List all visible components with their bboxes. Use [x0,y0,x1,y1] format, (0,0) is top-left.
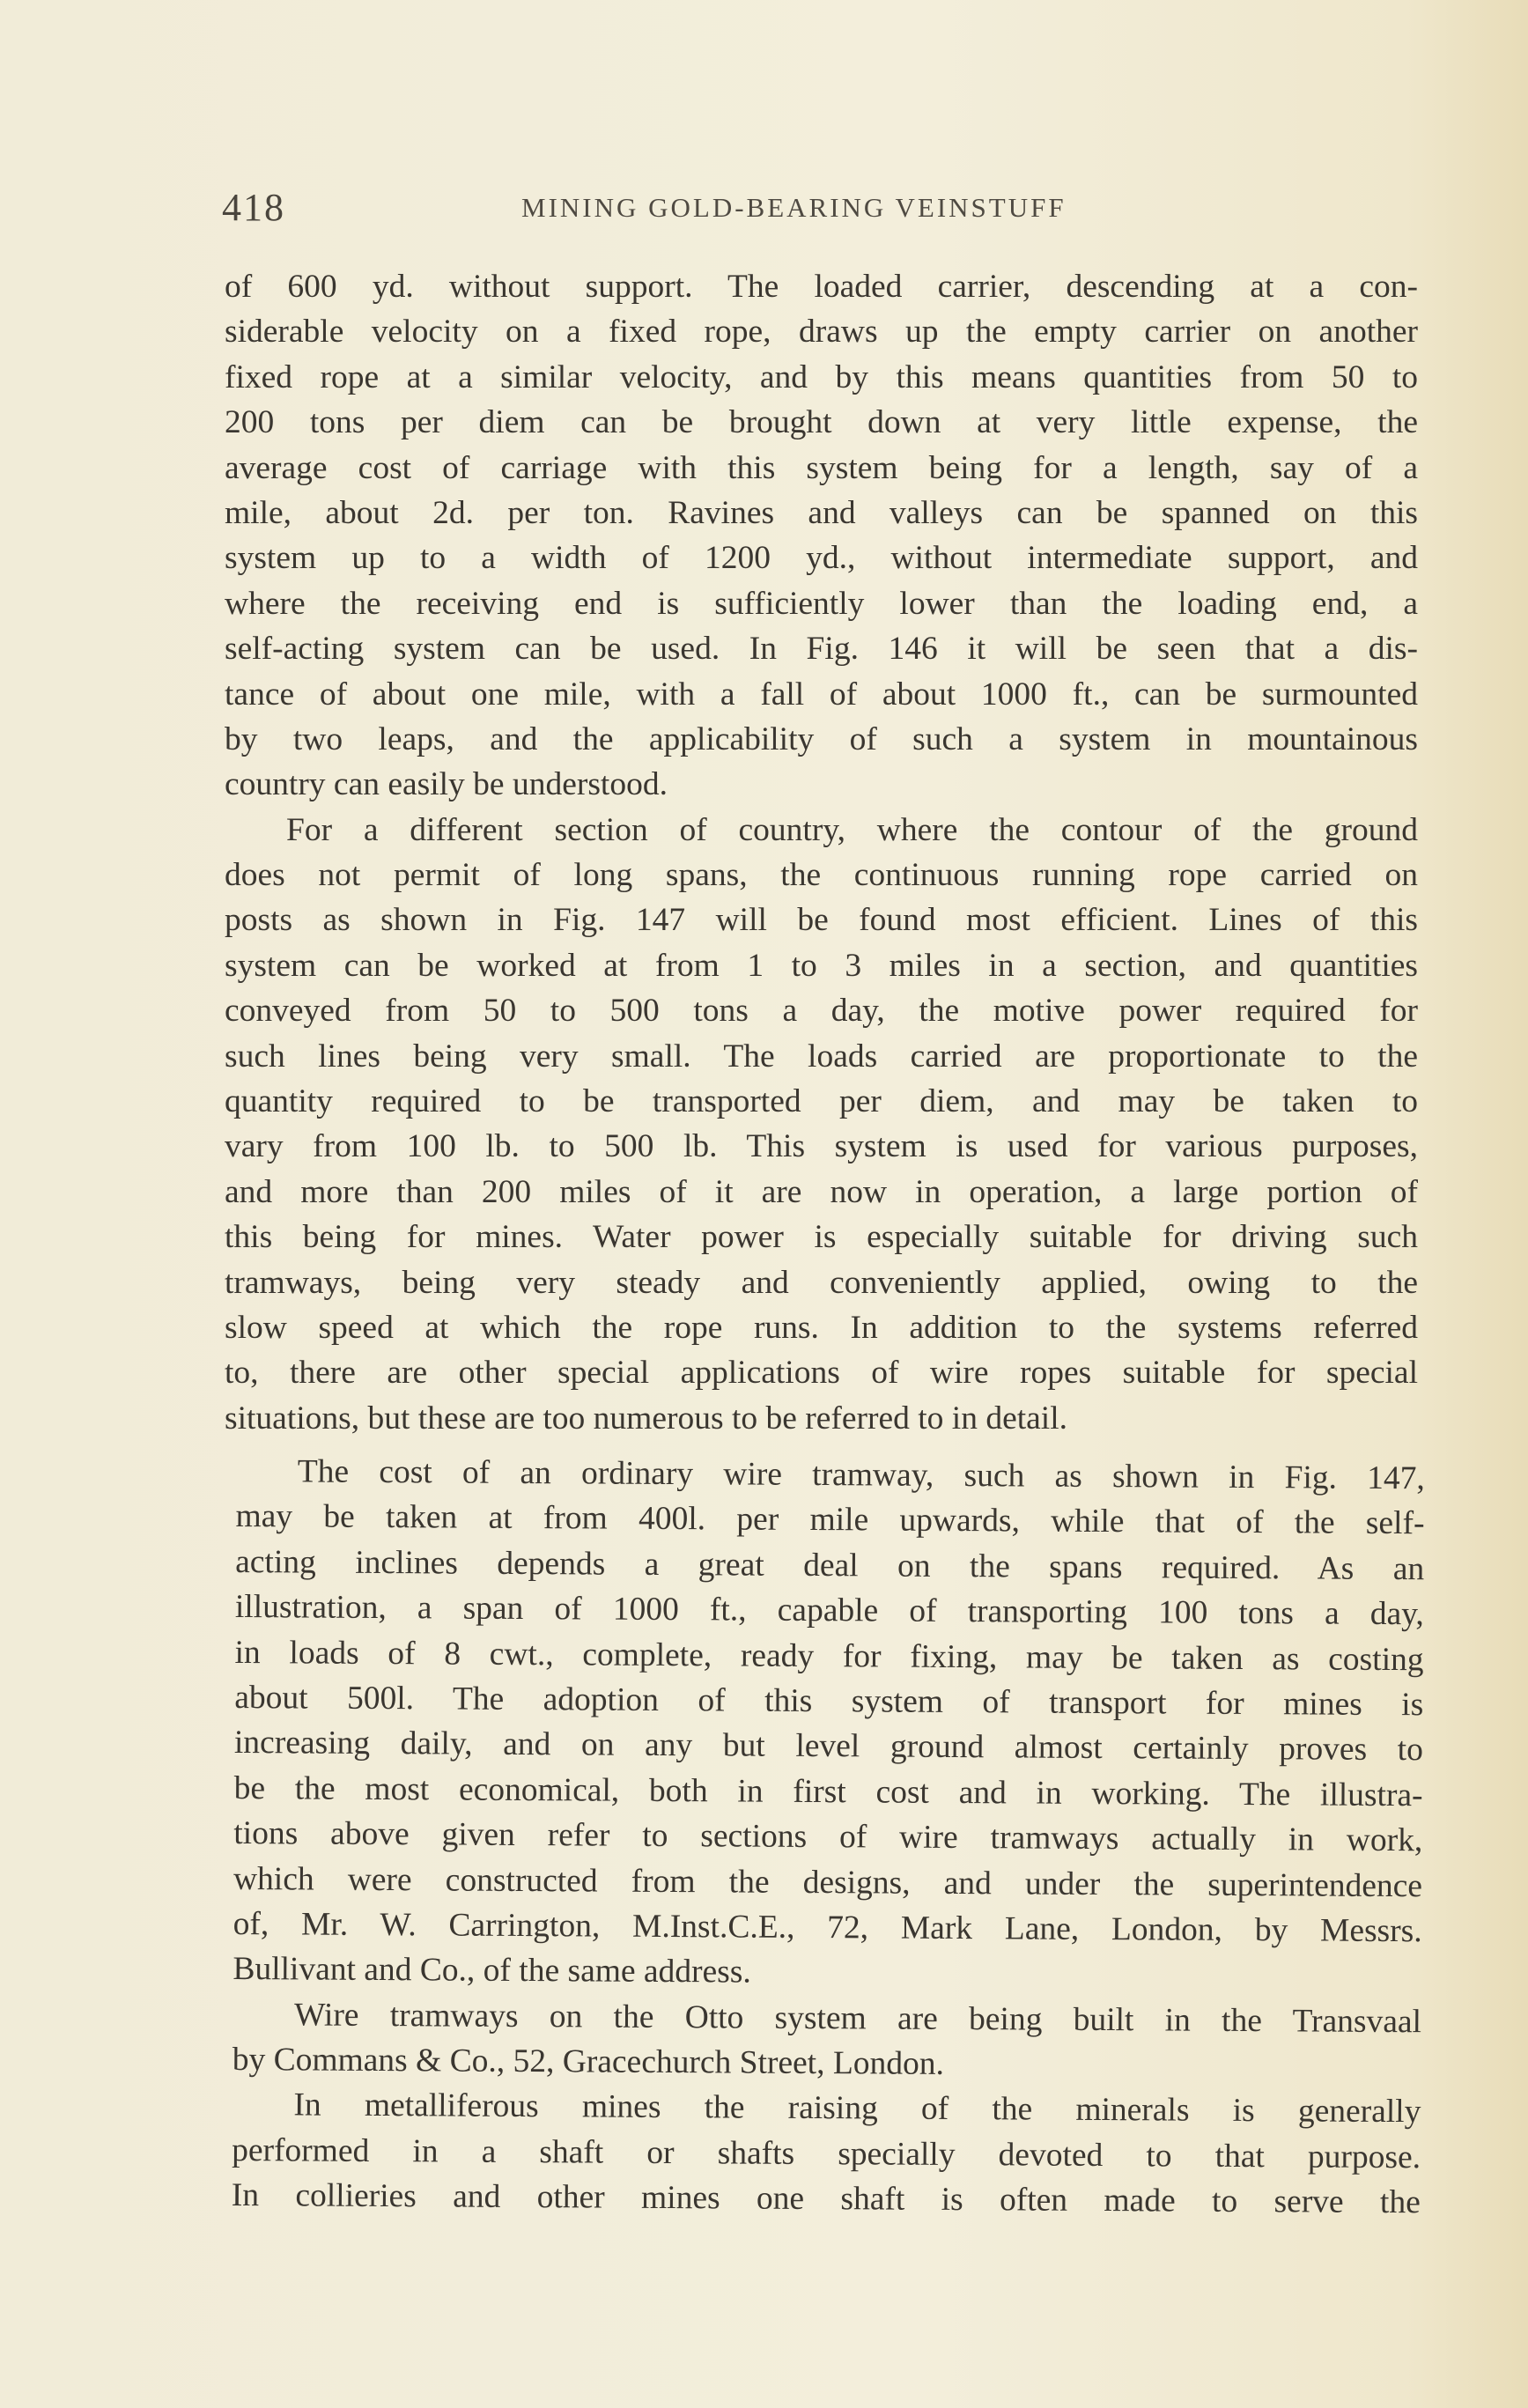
text-line: Bullivant and Co., of the same address. [233,1951,751,1991]
running-head [222,185,1420,238]
text-line: increasing daily, and on any but level ground almost certainly proves to [233,1725,1424,1769]
text-line: system can be worked at from 1 to 3 miles in a section, and quantities [225,947,1418,984]
text-line: tramways, being very steady and conveniently applied, owing to the [225,1264,1418,1301]
text-line: may be taken at from 400l. per mile upwards, while that of the self- [235,1498,1425,1542]
text-line: Wire tramways on the Otto system are being built in the Transvaal [293,1997,1422,2040]
text-line: The cost of an ordinary wire tramway, such as shown in Fig. 147, [297,1453,1425,1497]
text-line: and more than 200 miles of it are now in operation, a large portion of [225,1173,1418,1210]
page-number: 418 [222,186,285,229]
text-line: tance of about one mile, with a fall of about 1000 ft., can be surmounted [225,676,1418,713]
text-line: system up to a width of 1200 yd., without intermediate support, and [225,540,1418,577]
body-text-upper [225,264,1418,1441]
text-line: to, there are other special applications of wire ropes suitable for special [225,1355,1418,1392]
running-title: MINING GOLD-BEARING VEINSTUFF [521,192,1067,223]
text-line: does not permit of long spans, the continuous running rope carried on [225,857,1418,894]
text-line: country can easily be understood. [225,766,668,803]
text-line: In metalliferous mines the raising of the minerals is generally [293,2087,1421,2131]
text-line: of 600 yd. without support. The loaded carrier, descending at a con- [225,269,1418,305]
text-line: performed in a shaft or shafts specially devoted to that purpose. [232,2131,1421,2176]
text-line: about 500l. The adoption of this system of transport for mines is [234,1679,1424,1724]
text-line: average cost of carriage with this system being for a length, say of a [225,449,1418,486]
text-line: situations, but these are too numerous to be referred to in detail. [225,1400,1068,1437]
text-line: siderable velocity on a fixed rope, draws up the empty carrier on another [225,314,1418,351]
text-line: such lines being very small. The loads carried are proportionate to the [225,1038,1418,1075]
text-line: by Commans & Co., 52, Gracechurch Street, London. [232,2042,945,2083]
text-line: vary from 100 lb. to 500 lb. This system is used for various purposes, [225,1128,1418,1165]
text-line: in loads of 8 cwt., complete, ready for fixing, may be taken as costing [234,1634,1424,1678]
text-line: which were constructed from the designs, and under the superintendence [233,1860,1423,1904]
text-line: self-acting system can be used. In Fig. 146 it will be seen that a dis- [225,631,1418,668]
text-line: by two leaps, and the applicability of such a system in mountainous [225,720,1418,757]
text-line: mile, about 2d. per ton. Ravines and valleys can be spanned on this [225,494,1418,531]
text-line: posts as shown in Fig. 147 will be found most efficient. Lines of this [225,902,1418,939]
text-line: 200 tons per diem can be brought down at very little expense, the [225,404,1418,441]
text-line: fixed rope at a similar velocity, and by this means quantities from 50 to [225,358,1418,395]
text-line: For a different section of country, where the contour of the ground [286,811,1418,848]
text-line: quantity required to be transported per diem, and may be taken to [225,1083,1418,1120]
body-text-lower [232,1449,1425,2226]
text-line: tions above given refer to sections of wire tramways actually in work, [233,1815,1423,1859]
text-line: slow speed at which the rope runs. In addition to the systems referred [225,1309,1418,1346]
text-line: illustration, a span of 1000 ft., capable of transporting 100 tons a day, [234,1589,1425,1633]
text-line: where the receiving end is sufficiently lower than the loading end, a [225,585,1418,622]
text-line: acting inclines depends a great deal on the spans required. As an [235,1543,1425,1588]
text-line: In collieries and other mines one shaft is often made to serve the [231,2177,1421,2221]
text-line: conveyed from 50 to 500 tons a day, the motive power required for [225,993,1418,1030]
text-line: this being for mines. Water power is especially suitable for driving such [225,1219,1418,1256]
text-line: be the most economical, both in first cost and in working. The illustra- [233,1769,1423,1813]
text-line: of, Mr. W. Carrington, M.Inst.C.E., 72, Mark Lane, London, by Messrs. [233,1905,1422,1950]
